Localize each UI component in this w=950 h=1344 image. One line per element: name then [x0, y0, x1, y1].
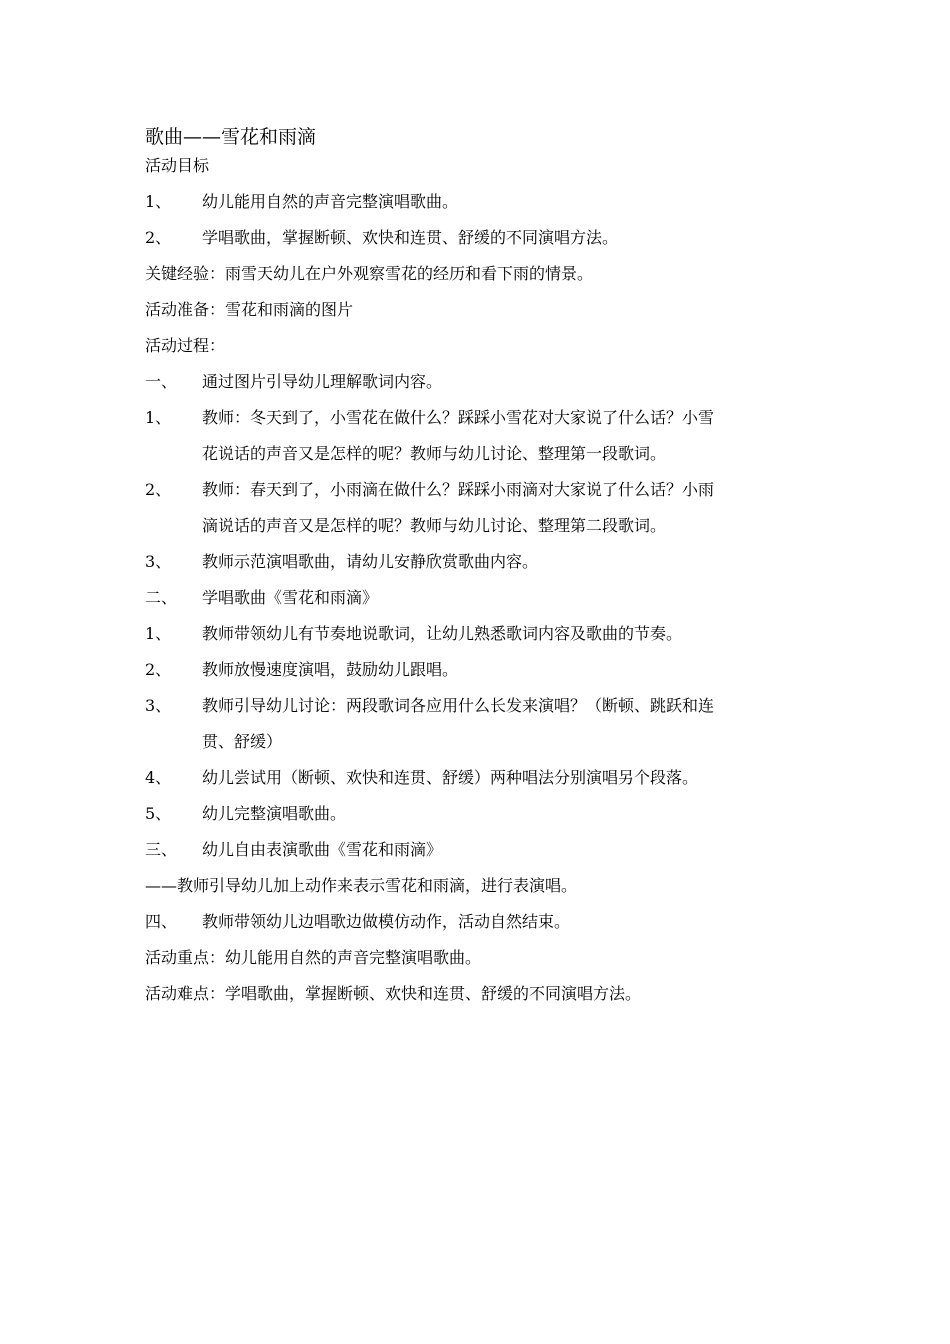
key-experience: 关键经验：雨雪天幼儿在户外观察雪花的经历和看下雨的情景。: [145, 264, 594, 283]
section-number: 四、: [145, 912, 178, 931]
step-number: 4、: [145, 768, 172, 787]
step-text: 教师示范演唱歌曲，请幼儿安静欣赏歌曲内容。: [202, 552, 539, 571]
step-number: 2、: [145, 660, 172, 679]
goal-number: 2、: [145, 228, 172, 247]
step-text-line: 滴说话的声音又是怎样的呢？教师与幼儿讨论、整理第二段歌词。: [202, 516, 667, 535]
step-item: [145, 766, 810, 790]
activity-focus: 活动重点：幼儿能用自然的声音完整演唱歌曲。: [145, 948, 482, 967]
section-text: 教师带领幼儿边唱歌边做模仿动作，活动自然结束。: [202, 912, 571, 931]
section-text: 学唱歌曲《雪花和雨滴》: [202, 588, 379, 607]
step-text-line: 教师：春天到了，小雨滴在做什么？踩踩小雨滴对大家说了什么话？小雨: [202, 480, 715, 499]
step-text: [202, 472, 810, 544]
step-text-line: 教师引导幼儿讨论：两段歌词各应用什么长发来演唱？（断顿、跳跃和连: [202, 696, 715, 715]
section-number: 一、: [145, 372, 178, 391]
step-item: [145, 622, 810, 646]
step-text: 教师带领幼儿有节奏地说歌词，让幼儿熟悉歌词内容及歌曲的节奏。: [202, 624, 683, 643]
section-text: 通过图片引导幼儿理解歌词内容。: [202, 372, 443, 391]
step-text: 幼儿尝试用（断顿、欢快和连贯、舒缓）两种唱法分别演唱另个段落。: [202, 768, 699, 787]
step-item: [145, 658, 810, 682]
goal-number: 1、: [145, 192, 172, 211]
section-number: 三、: [145, 840, 178, 859]
goal-text: 学唱歌曲，掌握断顿、欢快和连贯、舒缓的不同演唱方法。: [202, 228, 619, 247]
step-number: 3、: [145, 696, 172, 715]
section-heading: [145, 370, 810, 394]
section-note: ——教师引导幼儿加上动作来表示雪花和雨滴，进行表演唱。: [145, 876, 578, 895]
section-heading: [145, 586, 810, 610]
step-text: [202, 400, 810, 472]
goal-item: [145, 226, 810, 250]
goals-heading: 活动目标: [145, 156, 210, 175]
step-item: [145, 802, 810, 826]
activity-difficulty: 活动难点：学唱歌曲，掌握断顿、欢快和连贯、舒缓的不同演唱方法。: [145, 984, 642, 1003]
section-heading: [145, 838, 810, 862]
step-text-line: 教师：冬天到了，小雪花在做什么？踩踩小雪花对大家说了什么话？小雪: [202, 408, 715, 427]
document-body: [145, 120, 810, 1006]
step-item: [145, 694, 810, 754]
step-text: 教师放慢速度演唱，鼓励幼儿跟唱。: [202, 660, 459, 679]
step-number: 3、: [145, 552, 172, 571]
step-item: [145, 550, 810, 574]
step-text: 幼儿完整演唱歌曲。: [202, 804, 347, 823]
step-number: 1、: [145, 408, 172, 427]
document-title: 歌曲——雪花和雨滴: [145, 126, 317, 148]
goal-item: [145, 190, 810, 214]
process-heading: 活动过程：: [145, 336, 226, 355]
step-number: 1、: [145, 624, 172, 643]
step-text-line: 花说话的声音又是怎样的呢？教师与幼儿讨论、整理第一段歌词。: [202, 444, 667, 463]
step-item: [145, 478, 810, 538]
activity-preparation: 活动准备：雪花和雨滴的图片: [145, 300, 354, 319]
section-number: 二、: [145, 588, 178, 607]
step-number: 2、: [145, 480, 172, 499]
section-heading: [145, 910, 810, 934]
goal-text: 幼儿能用自然的声音完整演唱歌曲。: [202, 192, 459, 211]
step-text-line: 贯、舒缓）: [202, 732, 283, 751]
section-text: 幼儿自由表演歌曲《雪花和雨滴》: [202, 840, 443, 859]
step-item: [145, 406, 810, 466]
step-number: 5、: [145, 804, 172, 823]
step-text: [202, 688, 810, 760]
